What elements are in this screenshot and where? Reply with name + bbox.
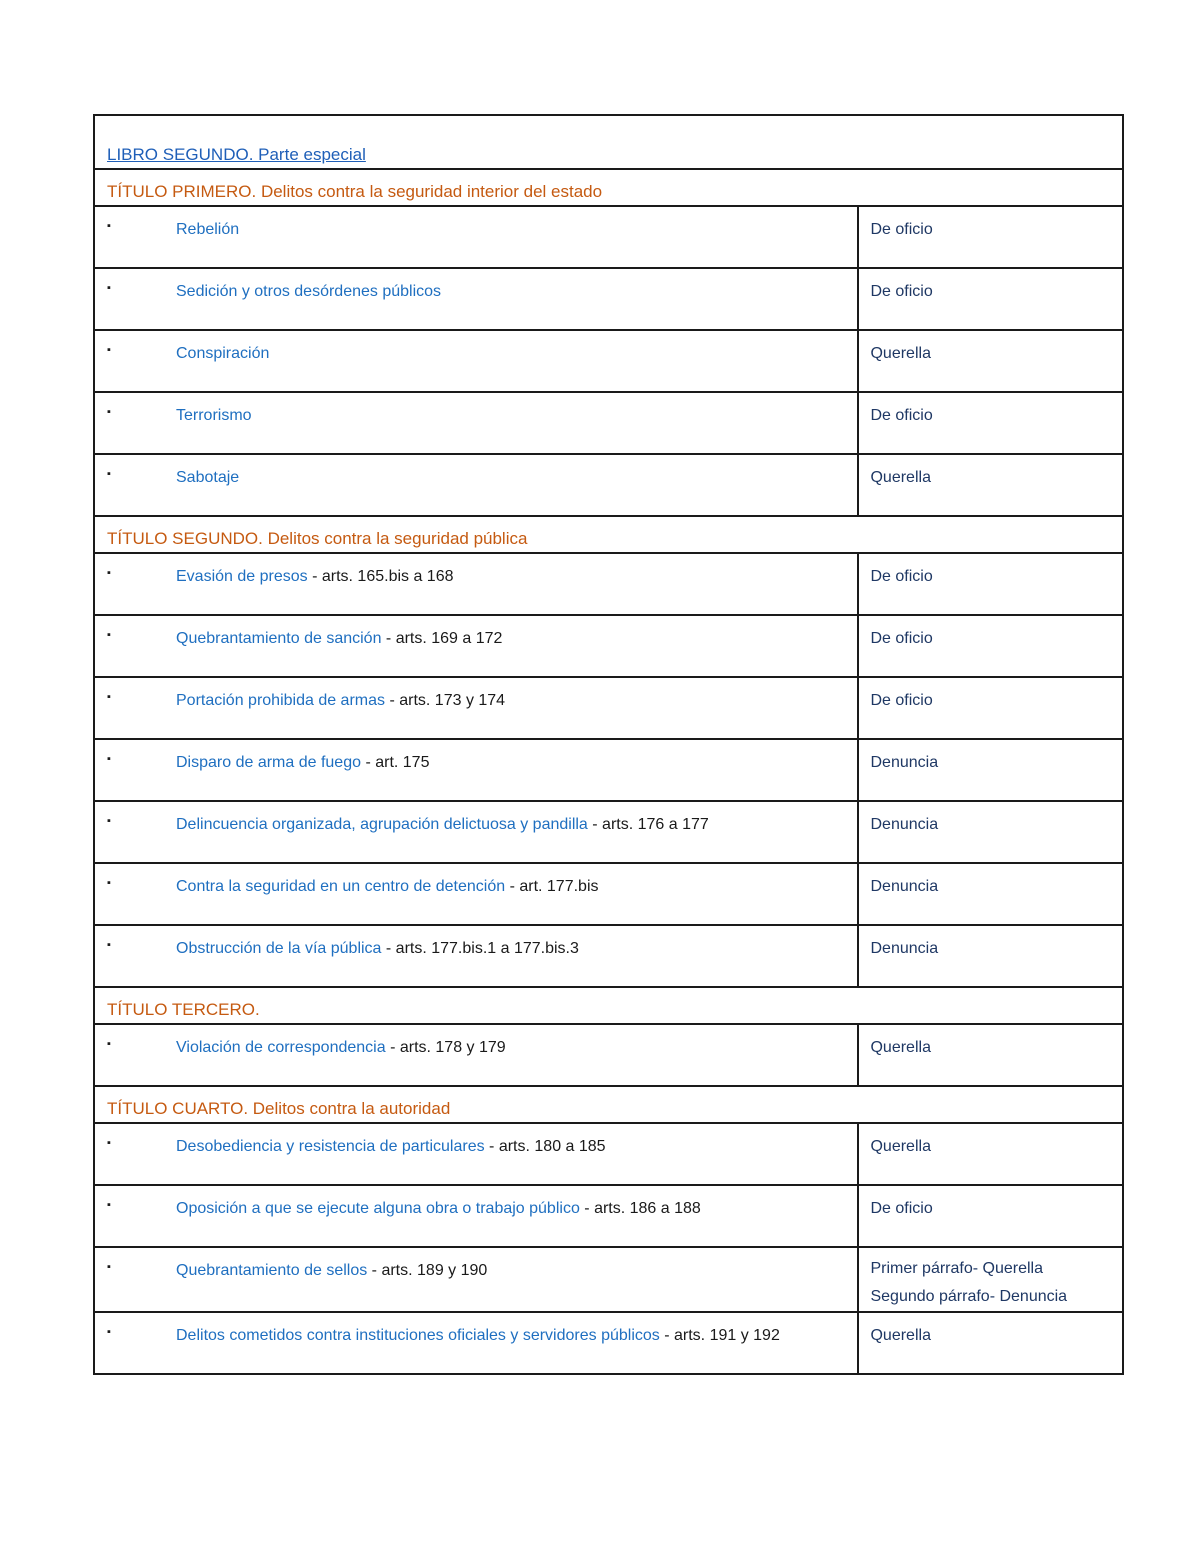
- crime-cell: [94, 1123, 858, 1185]
- procedure-cell: [858, 553, 1123, 615]
- crime-row: [94, 863, 1123, 925]
- crime-articles: - arts. 189 y 190: [367, 1262, 488, 1279]
- crime-name-link[interactable]: Quebrantamiento de sanción: [176, 630, 382, 647]
- book-title-row: [94, 115, 1123, 169]
- crime-name-link[interactable]: Terrorismo: [176, 407, 252, 424]
- crime-row: [94, 615, 1123, 677]
- crime-row: [94, 1024, 1123, 1086]
- table-body: [94, 115, 1123, 1374]
- procedure-text: Denuncia: [870, 878, 939, 895]
- procedure-text: De oficio: [870, 1200, 933, 1217]
- crime-articles: - arts. 178 y 179: [385, 1039, 506, 1056]
- crime-cell: [94, 801, 858, 863]
- procedure-cell: [858, 1123, 1123, 1185]
- bullet-icon: ▪: [107, 1137, 111, 1149]
- section-title-row: [94, 987, 1123, 1024]
- procedure-cell: [858, 863, 1123, 925]
- crime-row: [94, 739, 1123, 801]
- procedure-text: Segundo párrafo- Denuncia: [870, 1288, 1068, 1305]
- procedure-text: Querella: [870, 1138, 931, 1155]
- book-title[interactable]: LIBRO SEGUNDO. Parte especial: [107, 145, 366, 164]
- section-title-cell: [94, 987, 1123, 1024]
- procedure-text: Denuncia: [870, 816, 939, 833]
- crime-row: [94, 454, 1123, 516]
- crime-name-link[interactable]: Disparo de arma de fuego: [176, 754, 361, 771]
- crime-row: [94, 925, 1123, 987]
- procedure-cell: [858, 1024, 1123, 1086]
- crime-cell: [94, 615, 858, 677]
- crime-name-link[interactable]: Conspiración: [176, 345, 270, 362]
- procedure-cell: [858, 677, 1123, 739]
- crime-cell: [94, 392, 858, 454]
- procedure-cell: [858, 1312, 1123, 1374]
- crime-name-link[interactable]: Obstrucción de la vía pública: [176, 940, 382, 957]
- procedure-cell: [858, 801, 1123, 863]
- procedure-cell: [858, 206, 1123, 268]
- crime-row: [94, 553, 1123, 615]
- crime-text: [176, 344, 269, 364]
- procedure-text: De oficio: [870, 283, 933, 300]
- book-title-cell: [94, 115, 1123, 169]
- procedure-text: De oficio: [870, 407, 933, 424]
- crime-name-link[interactable]: Contra la seguridad en un centro de detención: [176, 878, 506, 895]
- crime-cell: [94, 739, 858, 801]
- bullet-icon: ▪: [107, 629, 111, 641]
- bullet-icon: ▪: [107, 220, 111, 232]
- crime-articles: - arts. 186 a 188: [579, 1200, 701, 1217]
- bullet-icon: ▪: [107, 939, 111, 951]
- crime-articles: - arts. 191 y 192: [659, 1327, 780, 1344]
- crime-articles: - arts. 176 a 177: [587, 816, 709, 833]
- procedure-cell: [858, 268, 1123, 330]
- crime-text: [176, 220, 239, 240]
- crime-row: [94, 801, 1123, 863]
- procedure-text: De oficio: [870, 568, 933, 585]
- crime-name-link[interactable]: Delincuencia organizada, agrupación delictuosa y pandilla: [176, 816, 588, 833]
- crime-name-link[interactable]: Evasión de presos: [176, 568, 308, 585]
- crime-text: [176, 939, 579, 959]
- crime-articles: - art. 175: [361, 754, 430, 771]
- crime-articles: - arts. 173 y 174: [385, 692, 506, 709]
- crime-name-link[interactable]: Sedición y otros desórdenes públicos: [176, 283, 442, 300]
- crime-name-link[interactable]: Quebrantamiento de sellos: [176, 1262, 368, 1279]
- procedure-text: De oficio: [870, 692, 933, 709]
- crime-articles: - arts. 177.bis.1 a 177.bis.3: [381, 940, 579, 957]
- bullet-icon: ▪: [107, 877, 111, 889]
- bullet-icon: ▪: [107, 1326, 111, 1338]
- crime-articles: - arts. 180 a 185: [484, 1138, 606, 1155]
- crime-text: [176, 691, 505, 711]
- procedure-cell: [858, 739, 1123, 801]
- crime-text: [176, 567, 454, 587]
- crime-row: [94, 677, 1123, 739]
- procedure-cell: [858, 454, 1123, 516]
- section-title: TÍTULO CUARTO. Delitos contra la autoridad: [107, 1099, 451, 1118]
- bullet-icon: ▪: [107, 753, 111, 765]
- procedure-cell: [858, 1247, 1123, 1312]
- bullet-icon: ▪: [107, 282, 111, 294]
- crime-cell: [94, 553, 858, 615]
- section-title: TÍTULO PRIMERO. Delitos contra la seguridad interior del estado: [107, 182, 603, 201]
- crime-text: [176, 1137, 606, 1157]
- crime-articles: - arts. 165.bis a 168: [307, 568, 454, 585]
- bullet-icon: ▪: [107, 691, 111, 703]
- crime-text: [176, 629, 502, 649]
- crime-cell: [94, 454, 858, 516]
- crime-name-link[interactable]: Portación prohibida de armas: [176, 692, 386, 709]
- crime-cell: [94, 268, 858, 330]
- crime-text: [176, 406, 252, 426]
- procedure-text: Primer párrafo- Querella: [870, 1260, 1043, 1277]
- procedure-text: Querella: [870, 345, 931, 362]
- crime-text: [176, 1261, 487, 1281]
- crimes-table: [93, 114, 1124, 1375]
- bullet-icon: ▪: [107, 567, 111, 579]
- section-title-row: [94, 1086, 1123, 1123]
- crime-text: [176, 1199, 701, 1219]
- crime-cell: [94, 206, 858, 268]
- crime-cell: [94, 330, 858, 392]
- crime-row: [94, 392, 1123, 454]
- procedure-text: Querella: [870, 1327, 931, 1344]
- crime-name-link[interactable]: Oposición a que se ejecute alguna obra o trabajo público: [176, 1200, 580, 1217]
- section-title-row: [94, 516, 1123, 553]
- crime-cell: [94, 1185, 858, 1247]
- bullet-icon: ▪: [107, 815, 111, 827]
- crime-cell: [94, 1312, 858, 1374]
- bullet-icon: ▪: [107, 1261, 111, 1273]
- crime-name-link[interactable]: Sabotaje: [176, 469, 240, 486]
- bullet-icon: ▪: [107, 468, 111, 480]
- crime-articles: - art. 177.bis: [505, 878, 599, 895]
- crime-text: [176, 282, 441, 302]
- crime-cell: [94, 925, 858, 987]
- crime-row: [94, 1185, 1123, 1247]
- crime-text: [176, 877, 599, 897]
- crime-name-link[interactable]: Rebelión: [176, 221, 240, 238]
- crime-cell: [94, 677, 858, 739]
- procedure-cell: [858, 615, 1123, 677]
- crime-name-link[interactable]: Desobediencia y resistencia de particulares: [176, 1138, 485, 1155]
- section-title: TÍTULO TERCERO.: [107, 1000, 260, 1019]
- crime-text: [176, 753, 429, 773]
- crime-row: [94, 206, 1123, 268]
- procedure-cell: [858, 330, 1123, 392]
- procedure-text: Querella: [870, 469, 931, 486]
- crime-row: [94, 1123, 1123, 1185]
- crime-row: [94, 1312, 1123, 1374]
- bullet-icon: ▪: [107, 344, 111, 356]
- bullet-icon: ▪: [107, 1038, 111, 1050]
- procedure-text: Querella: [870, 1039, 931, 1056]
- procedure-text: De oficio: [870, 221, 933, 238]
- crime-cell: [94, 863, 858, 925]
- crime-articles: - arts. 169 a 172: [381, 630, 503, 647]
- crime-row: [94, 268, 1123, 330]
- crime-cell: [94, 1024, 858, 1086]
- section-title-cell: [94, 169, 1123, 206]
- crime-cell: [94, 1247, 858, 1312]
- procedure-text: Denuncia: [870, 754, 939, 771]
- section-title-cell: [94, 1086, 1123, 1123]
- crime-text: [176, 468, 239, 488]
- procedure-cell: [858, 392, 1123, 454]
- crime-row: [94, 330, 1123, 392]
- bullet-icon: ▪: [107, 406, 111, 418]
- crime-text: [176, 815, 709, 835]
- procedure-text: Denuncia: [870, 940, 939, 957]
- crime-row: [94, 1247, 1123, 1312]
- section-title: TÍTULO SEGUNDO. Delitos contra la seguridad pública: [107, 529, 528, 548]
- procedure-text: De oficio: [870, 630, 933, 647]
- section-title-cell: [94, 516, 1123, 553]
- section-title-row: [94, 169, 1123, 206]
- crime-name-link[interactable]: Violación de correspondencia: [176, 1039, 386, 1056]
- procedure-cell: [858, 1185, 1123, 1247]
- procedure-cell: [858, 925, 1123, 987]
- bullet-icon: ▪: [107, 1199, 111, 1211]
- crime-text: [176, 1326, 780, 1346]
- crime-name-link[interactable]: Delitos cometidos contra instituciones oficiales y servidores públicos: [176, 1327, 660, 1344]
- crime-text: [176, 1038, 506, 1058]
